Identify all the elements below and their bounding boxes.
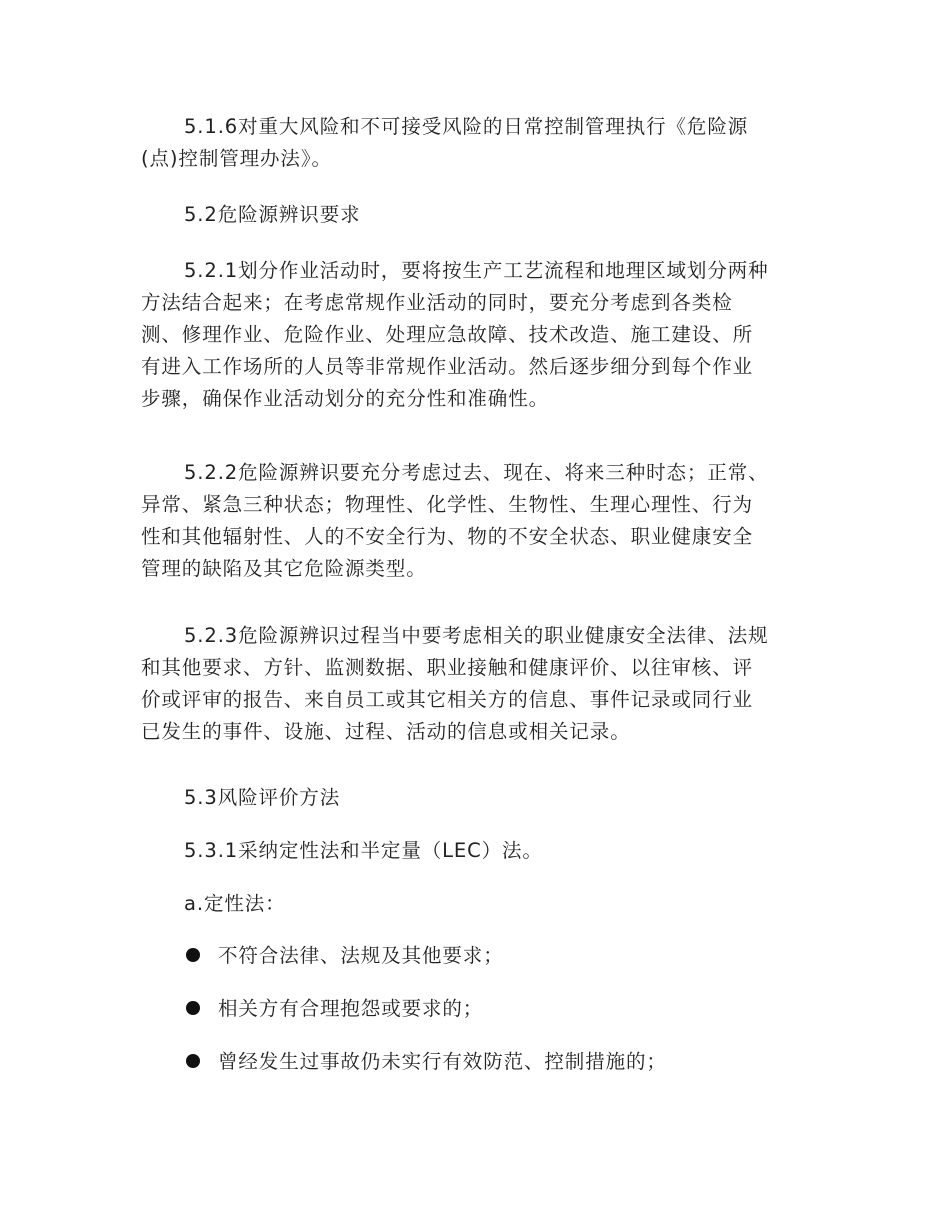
- paragraph-5-2-2: [141, 457, 821, 585]
- text-line: 5.2.1划分作业活动时，要将按生产工艺流程和地理区域划分两种: [184, 259, 769, 282]
- text-line: (点)控制管理办法》。: [141, 147, 332, 170]
- text-line: 管理的缺陷及其它危险源类型。: [141, 557, 427, 580]
- paragraph-5-2-1: [141, 255, 821, 415]
- section-heading: 5.2危险源辨识要求: [184, 203, 361, 226]
- bullet-item: [186, 993, 483, 1025]
- bullet-text: 不符合法律、法规及其他要求；: [218, 944, 504, 967]
- bullet-dot-icon: [186, 1001, 200, 1015]
- text-line: 5.3.1采纳定性法和半定量（LEC）法。: [184, 839, 543, 862]
- section-heading: 5.3风险评价方法: [184, 786, 341, 809]
- text-line: 方法结合起来；在考虑常规作业活动的同时，要充分考虑到各类检: [141, 291, 733, 314]
- bullet-text: 相关方有合理抱怨或要求的；: [218, 997, 484, 1020]
- text-line: 5.2.2危险源辨识要充分考虑过去、现在、将来三种时态；正常、: [184, 461, 769, 484]
- text-line: 有进入工作场所的人员等非常规作业活动。然后逐步细分到每个作业: [141, 355, 754, 378]
- heading-5-2: [141, 199, 821, 231]
- text-line: 价或评审的报告、来自员工或其它相关方的信息、事件记录或同行业: [141, 688, 754, 711]
- heading-5-3: [141, 782, 821, 814]
- text-line: 5.2.3危险源辨识过程当中要考虑相关的职业健康安全法律、法规: [184, 624, 769, 647]
- text-line: 测、修理作业、危险作业、处理应急故障、技术改造、施工建设、所: [141, 323, 754, 346]
- bullet-item: [186, 940, 504, 972]
- paragraph-5-3-1: [141, 835, 821, 867]
- bullet-dot-icon: [186, 948, 200, 962]
- bullet-dot-icon: [186, 1054, 200, 1068]
- text-line: 5.1.6对重大风险和不可接受风险的日常控制管理执行《危险源: [184, 115, 749, 138]
- text-line: 异常、紧急三种状态；物理性、化学性、生物性、生理心理性、行为: [141, 493, 754, 516]
- paragraph-5-2-3: [141, 620, 821, 748]
- paragraph-a: [141, 888, 821, 920]
- bullet-item: [186, 1046, 667, 1078]
- text-line: 步骤，确保作业活动划分的充分性和准确性。: [141, 387, 550, 410]
- bullet-text: 曾经发生过事故仍未实行有效防范、控制措施的；: [218, 1050, 667, 1073]
- text-line: 性和其他辐射性、人的不安全行为、物的不安全状态、职业健康安全: [141, 525, 754, 548]
- text-line: 已发生的事件、设施、过程、活动的信息或相关记录。: [141, 720, 631, 743]
- paragraph-5-1-6: [141, 111, 821, 175]
- text-line: 和其他要求、方针、监测数据、职业接触和健康评价、以往审核、评: [141, 656, 754, 679]
- text-line: a.定性法：: [184, 892, 286, 915]
